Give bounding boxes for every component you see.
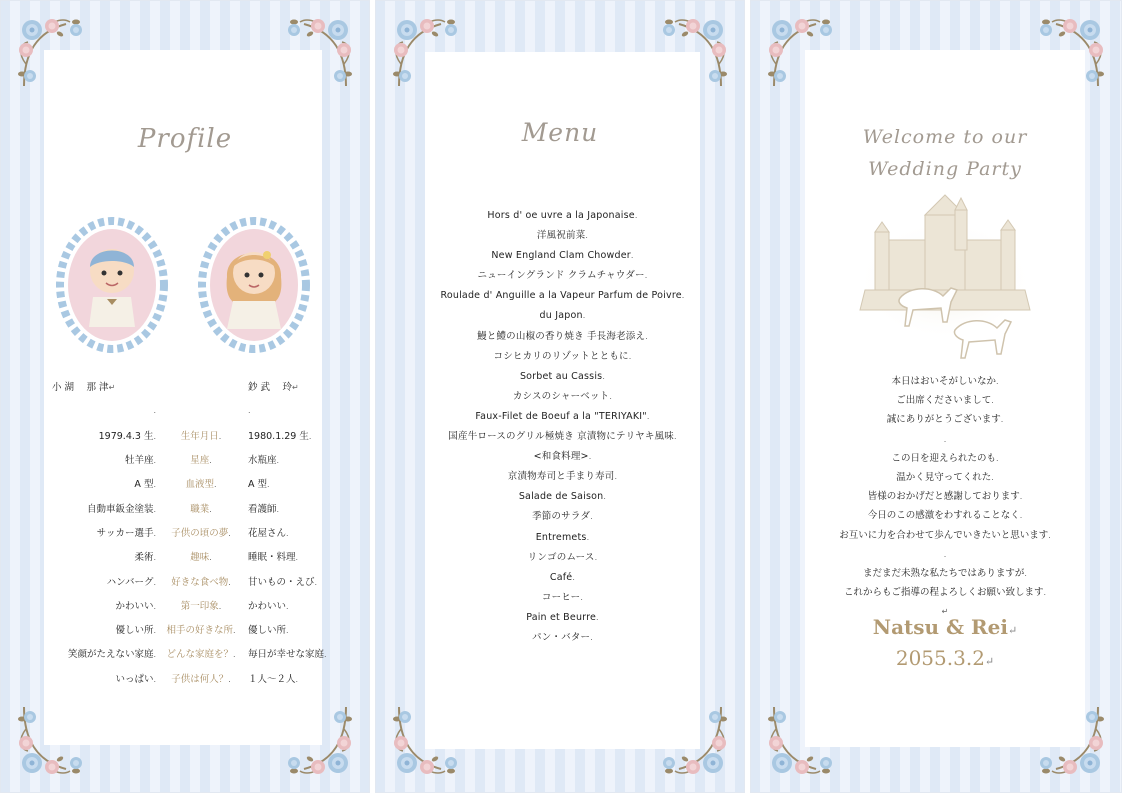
profile-cell-mid: 趣味 — [190, 552, 210, 564]
wedding-date: 2055.3.2↵ — [895, 646, 995, 670]
profile-cell-right: 花屋さん — [248, 527, 287, 539]
profile-cell-left: かわいい — [115, 600, 154, 612]
menu-item: Salade de Saison. — [518, 491, 607, 503]
profile-cell-mid: 子供の頃の夢 — [171, 527, 229, 539]
profile-row: . . — [153, 405, 251, 415]
profile-cell-mid: 星座 — [190, 455, 210, 467]
profile-cell-left: 自動車鈑金塗装 — [86, 503, 154, 515]
profile-cell-left: 牡羊座 — [124, 455, 154, 467]
menu-item: Roulade d' Anguille a la Vapeur Parfum de Poivre. — [440, 290, 685, 302]
profile-row: 優しい所. 相手の好きな所. 優しい所. — [115, 625, 289, 637]
profile-cell-mid: 生年月日 — [180, 430, 219, 442]
profile-row: 笑顔がたえない家庭. どんな家庭を？. 毎日が幸せな家庭. — [67, 649, 327, 661]
profile-cell-right: 睡眠・料理 — [248, 552, 296, 564]
profile-cell-left: A 型 — [134, 479, 154, 491]
menu-item: ニューイングランド クラムチャウダー. — [477, 270, 648, 282]
rose-ornament-icon — [766, 14, 846, 94]
profile-row: A 型. 血液型. A 型. — [134, 479, 270, 491]
welcome-title-line1: Welcome to our — [862, 126, 1028, 148]
profile-cell-left: 優しい所 — [115, 625, 154, 637]
welcome-line: お互いに力を合わせて歩んでいきたいと思います. — [839, 529, 1051, 541]
menu-item: <和食料理>. — [533, 451, 592, 463]
profile-cell-mid: 血液型 — [185, 479, 214, 491]
rose-ornament-icon — [766, 699, 846, 779]
welcome-line: 今日のこの感激をわすれることなく. — [867, 510, 1023, 522]
rose-ornament-icon — [1026, 699, 1106, 779]
profile-table — [40, 374, 330, 690]
menu-item: 国産牛ロースのグリル極焼き 京漬物にテリヤキ風味. — [448, 431, 677, 443]
menu-item: Sorbet au Cassis. — [519, 370, 606, 382]
menu-item: 京漬物寿司と手まり寿司. — [507, 471, 618, 483]
profile-cell-right: 水瓶座 — [248, 455, 277, 467]
rose-ornament-icon — [16, 14, 96, 94]
profile-cell-left: 1979.4.3 生 — [98, 430, 154, 442]
menu-item: コシヒカリのリゾットとともに. — [493, 350, 632, 362]
profile-cell-left: 笑顔がたえない家庭 — [67, 649, 154, 661]
welcome-line: ご出席くださいまして. — [896, 395, 994, 407]
profile-cell-mid: 相手の好きな所 — [166, 625, 233, 637]
profile-row: かわいい. 第一印象. かわいい. — [115, 600, 289, 612]
rose-ornament-icon — [1026, 14, 1106, 94]
rose-ornament-icon — [16, 699, 96, 779]
menu-item: 洋風祝前菜. — [536, 230, 589, 242]
welcome-line: 温かく見守ってくれた. — [896, 471, 994, 483]
profile-cell-left: 柔術 — [134, 552, 154, 564]
welcome-line: . — [943, 434, 947, 444]
menu-item: Café. — [549, 571, 576, 583]
welcome-line: この日を迎えられたのも. — [891, 452, 999, 464]
profile-title: Profile — [137, 124, 233, 154]
menu-item: パン・バター. — [532, 631, 593, 643]
welcome-message — [805, 372, 1085, 621]
menu-item: du Japon. — [539, 310, 586, 322]
welcome-line: ↵ — [941, 607, 949, 617]
profile-row: ハンバーグ. 好きな食べ物. 甘いもの・えび. — [106, 576, 318, 588]
welcome-line: 本日はおいそがしいなか. — [891, 376, 999, 387]
profile-cell-mid: 好きな食べ物 — [171, 576, 229, 588]
profile-cell-right: 看護師 — [248, 503, 277, 515]
profile-cell-mid: 子供は何人？ — [171, 673, 229, 685]
profile-row: 柔術. 趣味. 睡眠・料理. — [134, 552, 299, 564]
rose-ornament-icon — [649, 699, 729, 779]
bride-name: 鈔 武 玲 — [248, 382, 293, 394]
profile-cell-mid: どんな家庭を？ — [166, 649, 233, 661]
castle-with-horses-icon — [855, 190, 1035, 370]
groom-portrait-icon — [45, 205, 180, 365]
groom-name: 小 湖 那 津 — [52, 382, 109, 394]
welcome-line: まだまだ未熟な私たちではありますが. — [863, 567, 1027, 579]
welcome-line: 誠にありがとうございます. — [886, 414, 1004, 426]
profile-row: 1979.4.3 生. 生年月日. 1980.1.29 生. — [98, 430, 312, 442]
menu-list — [425, 206, 700, 648]
profile-row: 自動車鈑金塗装. 職業. 看護師. — [86, 503, 280, 515]
menu-item: コーヒー. — [541, 591, 584, 603]
profile-cell-right: １人～２人 — [248, 673, 296, 685]
profile-row: 牡羊座. 星座. 水瓶座. — [124, 455, 280, 467]
profile-row: サッカー選手. 子供の頃の夢. 花屋さん. — [96, 527, 289, 539]
menu-item: Faux-Filet de Boeuf a la "TERIYAKI". — [475, 410, 650, 422]
profile-cell-left: ハンバーグ — [106, 576, 154, 588]
rose-ornament-icon — [391, 699, 471, 779]
menu-item: Entremets. — [535, 531, 590, 543]
rose-ornament-icon — [391, 14, 471, 94]
profile-row: いっぱい. 子供は何人？. １人～２人. — [115, 673, 299, 685]
menu-item: 季節のサラダ. — [532, 511, 593, 523]
profile-cell-right: かわいい — [248, 600, 287, 612]
rose-ornament-icon — [274, 14, 354, 94]
profile-cell-left: いっぱい — [115, 673, 154, 685]
menu-item: New England Clam Chowder. — [491, 250, 634, 262]
menu-item: 鰻と鱧の山椒の香り焼き 手長海老添え. — [477, 330, 648, 342]
menu-item: Hors d' oe uvre a la Japonaise. — [487, 210, 638, 221]
couple-names: Natsu & Rei↵ — [872, 615, 1018, 639]
welcome-line: これからもご指導の程よろしくお願い致します. — [843, 587, 1047, 599]
welcome-line: 皆様のおかげだと感謝しております. — [867, 491, 1023, 503]
bride-portrait-icon — [187, 205, 322, 365]
profile-name-row: 小 湖 那 津↵ 鈔 武 玲↵ — [52, 382, 299, 394]
menu-item: カシスのシャーベット. — [512, 390, 613, 402]
profile-cell-right: 甘いもの・えび — [248, 576, 315, 588]
profile-cell-mid: 職業 — [190, 503, 210, 515]
profile-cell-right: A 型 — [248, 479, 268, 491]
profile-cell-right: 毎日が幸せな家庭 — [248, 649, 325, 661]
menu-item: Pain et Beurre. — [526, 611, 599, 623]
menu-item: リンゴのムース. — [527, 551, 598, 563]
profile-cell-right: 1980.1.29 生 — [248, 430, 309, 442]
welcome-title-line2: Wedding Party — [868, 158, 1022, 180]
rose-ornament-icon — [649, 14, 729, 94]
profile-cell-left: サッカー選手 — [96, 527, 154, 539]
profile-cell-mid: 第一印象 — [180, 600, 219, 612]
menu-title: Menu — [521, 118, 599, 147]
profile-cell-right: 優しい所 — [248, 625, 287, 637]
welcome-line: . — [943, 549, 947, 559]
rose-ornament-icon — [274, 699, 354, 779]
